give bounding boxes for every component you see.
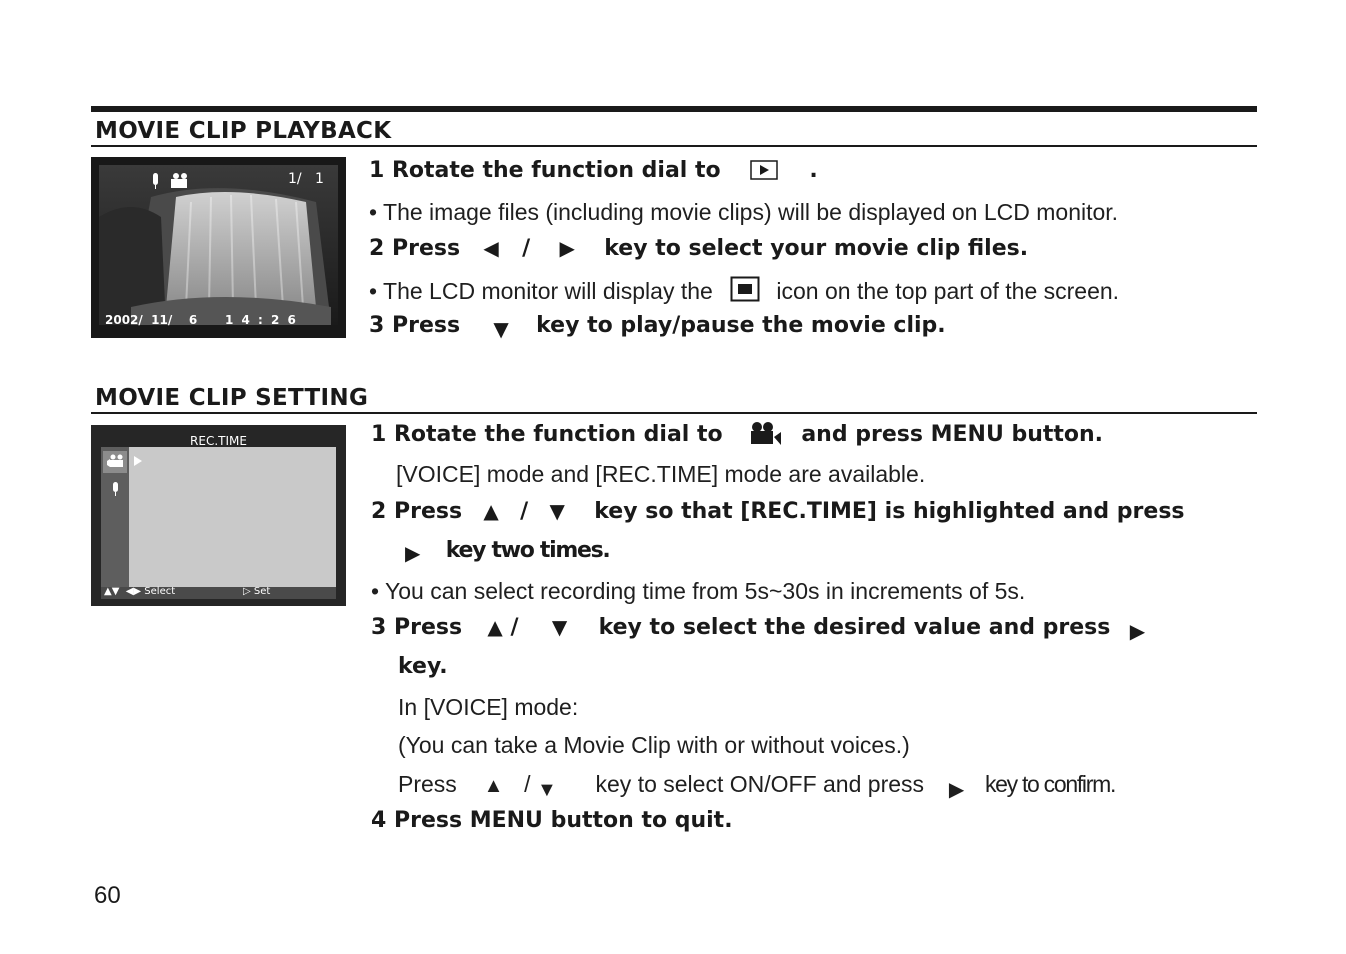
screen-counter: 1/ 1: [288, 171, 324, 187]
setting-bullet-1: • You can select recording time from 5s~30s in increments of 5s.: [371, 578, 1026, 604]
playback-step-1-end: .: [809, 158, 818, 183]
movie-mode-icon: [748, 421, 782, 447]
page-number: 60: [94, 882, 121, 909]
playback-step-3-start: 3 Press: [369, 313, 461, 338]
left-arrow-icon: ◀: [483, 236, 499, 260]
playback-step-1-text: 1 Rotate the function dial to: [369, 158, 721, 183]
down-arrow-icon: ▼: [551, 615, 568, 639]
setting-step-2-cont: [405, 538, 609, 565]
down-arrow-icon: ▼: [549, 499, 565, 523]
section-rule-setting: [91, 412, 1257, 414]
playback-bullet-2: [369, 276, 1119, 305]
down-arrow-icon: ▼: [536, 779, 557, 801]
up-arrow-icon: ▲: [483, 499, 499, 523]
setting-step-1-end: and press MENU button.: [801, 422, 1104, 447]
voice-mode-press: [398, 771, 1115, 802]
setting-step-1-start: 1 Rotate the function dial to: [371, 422, 723, 447]
voice-mode-note: (You can take a Movie Clip with or without voices.): [398, 732, 910, 758]
up-arrow-icon: ▲: [483, 775, 504, 797]
playback-step-3-end: key to play/pause the movie clip.: [536, 313, 946, 338]
playback-step-2: [369, 236, 1028, 261]
right-arrow-icon: ▶: [948, 779, 965, 801]
slash: /: [520, 499, 529, 524]
voice-press-end: key to confirm.: [984, 771, 1116, 797]
screen-date: 2002/ 11/ 6: [105, 313, 198, 327]
rec-time-menu-screen: [91, 425, 346, 606]
playback-step-2-end: key to select your movie clip files.: [604, 236, 1029, 261]
section-title-playback: MOVIE CLIP PLAYBACK: [95, 118, 392, 144]
down-arrow-icon: ▼: [493, 317, 509, 341]
right-arrow-icon: ▶: [405, 541, 421, 565]
setting-step-3: [371, 615, 1145, 643]
setting-note-1: [VOICE] mode and [REC.TIME] mode are available.: [396, 461, 926, 487]
voice-press-mid: key to select ON/OFF and press: [595, 771, 925, 797]
playback-mode-icon: [750, 160, 778, 180]
section-title-setting: MOVIE CLIP SETTING: [95, 385, 369, 411]
playback-bullet-1: • The image files (including movie clips) will be displayed on LCD monitor.: [369, 199, 1119, 225]
movie-indicator-icon: [730, 276, 760, 302]
slash: /: [510, 615, 519, 640]
setting-step-4: 4 Press MENU button to quit.: [371, 808, 733, 833]
playback-bullet-2-start: • The LCD monitor will display the: [369, 278, 713, 304]
playback-bullet-2-end: icon on the top part of the screen.: [776, 278, 1120, 304]
setting-step-3-start: 3 Press: [371, 615, 463, 640]
top-rule: [91, 106, 1257, 112]
slash: /: [522, 236, 531, 261]
playback-step-2-start: 2 Press: [369, 236, 461, 261]
playback-step-3: [369, 313, 946, 341]
right-arrow-icon: ▶: [559, 236, 575, 260]
setting-step-3-cont: key.: [398, 654, 448, 679]
voice-mode-heading: In [VOICE] mode:: [398, 694, 579, 720]
screen-footer-select: ▲▼ ◀▶ Select: [104, 586, 176, 597]
setting-step-2-start: 2 Press: [371, 499, 463, 524]
rec-time-screen-title: REC.TIME: [190, 434, 247, 448]
section-rule-playback: [91, 145, 1257, 147]
screen-time: 1 4 : 2 6: [225, 313, 298, 327]
setting-step-1: [371, 421, 1103, 447]
setting-step-2-cont-text: key two times.: [445, 538, 610, 563]
voice-press-start: Press: [398, 771, 457, 797]
playback-step-1: [369, 158, 818, 183]
screen-footer-set: ▷ Set: [243, 586, 271, 597]
setting-step-2-end: key so that [REC.TIME] is highlighted and press: [594, 499, 1185, 524]
slash: /: [524, 771, 531, 797]
setting-step-3-end: key to select the desired value and press: [598, 615, 1111, 640]
right-arrow-icon: ▶: [1129, 619, 1146, 643]
up-arrow-icon: ▲: [487, 615, 503, 639]
setting-step-2: [371, 499, 1185, 524]
